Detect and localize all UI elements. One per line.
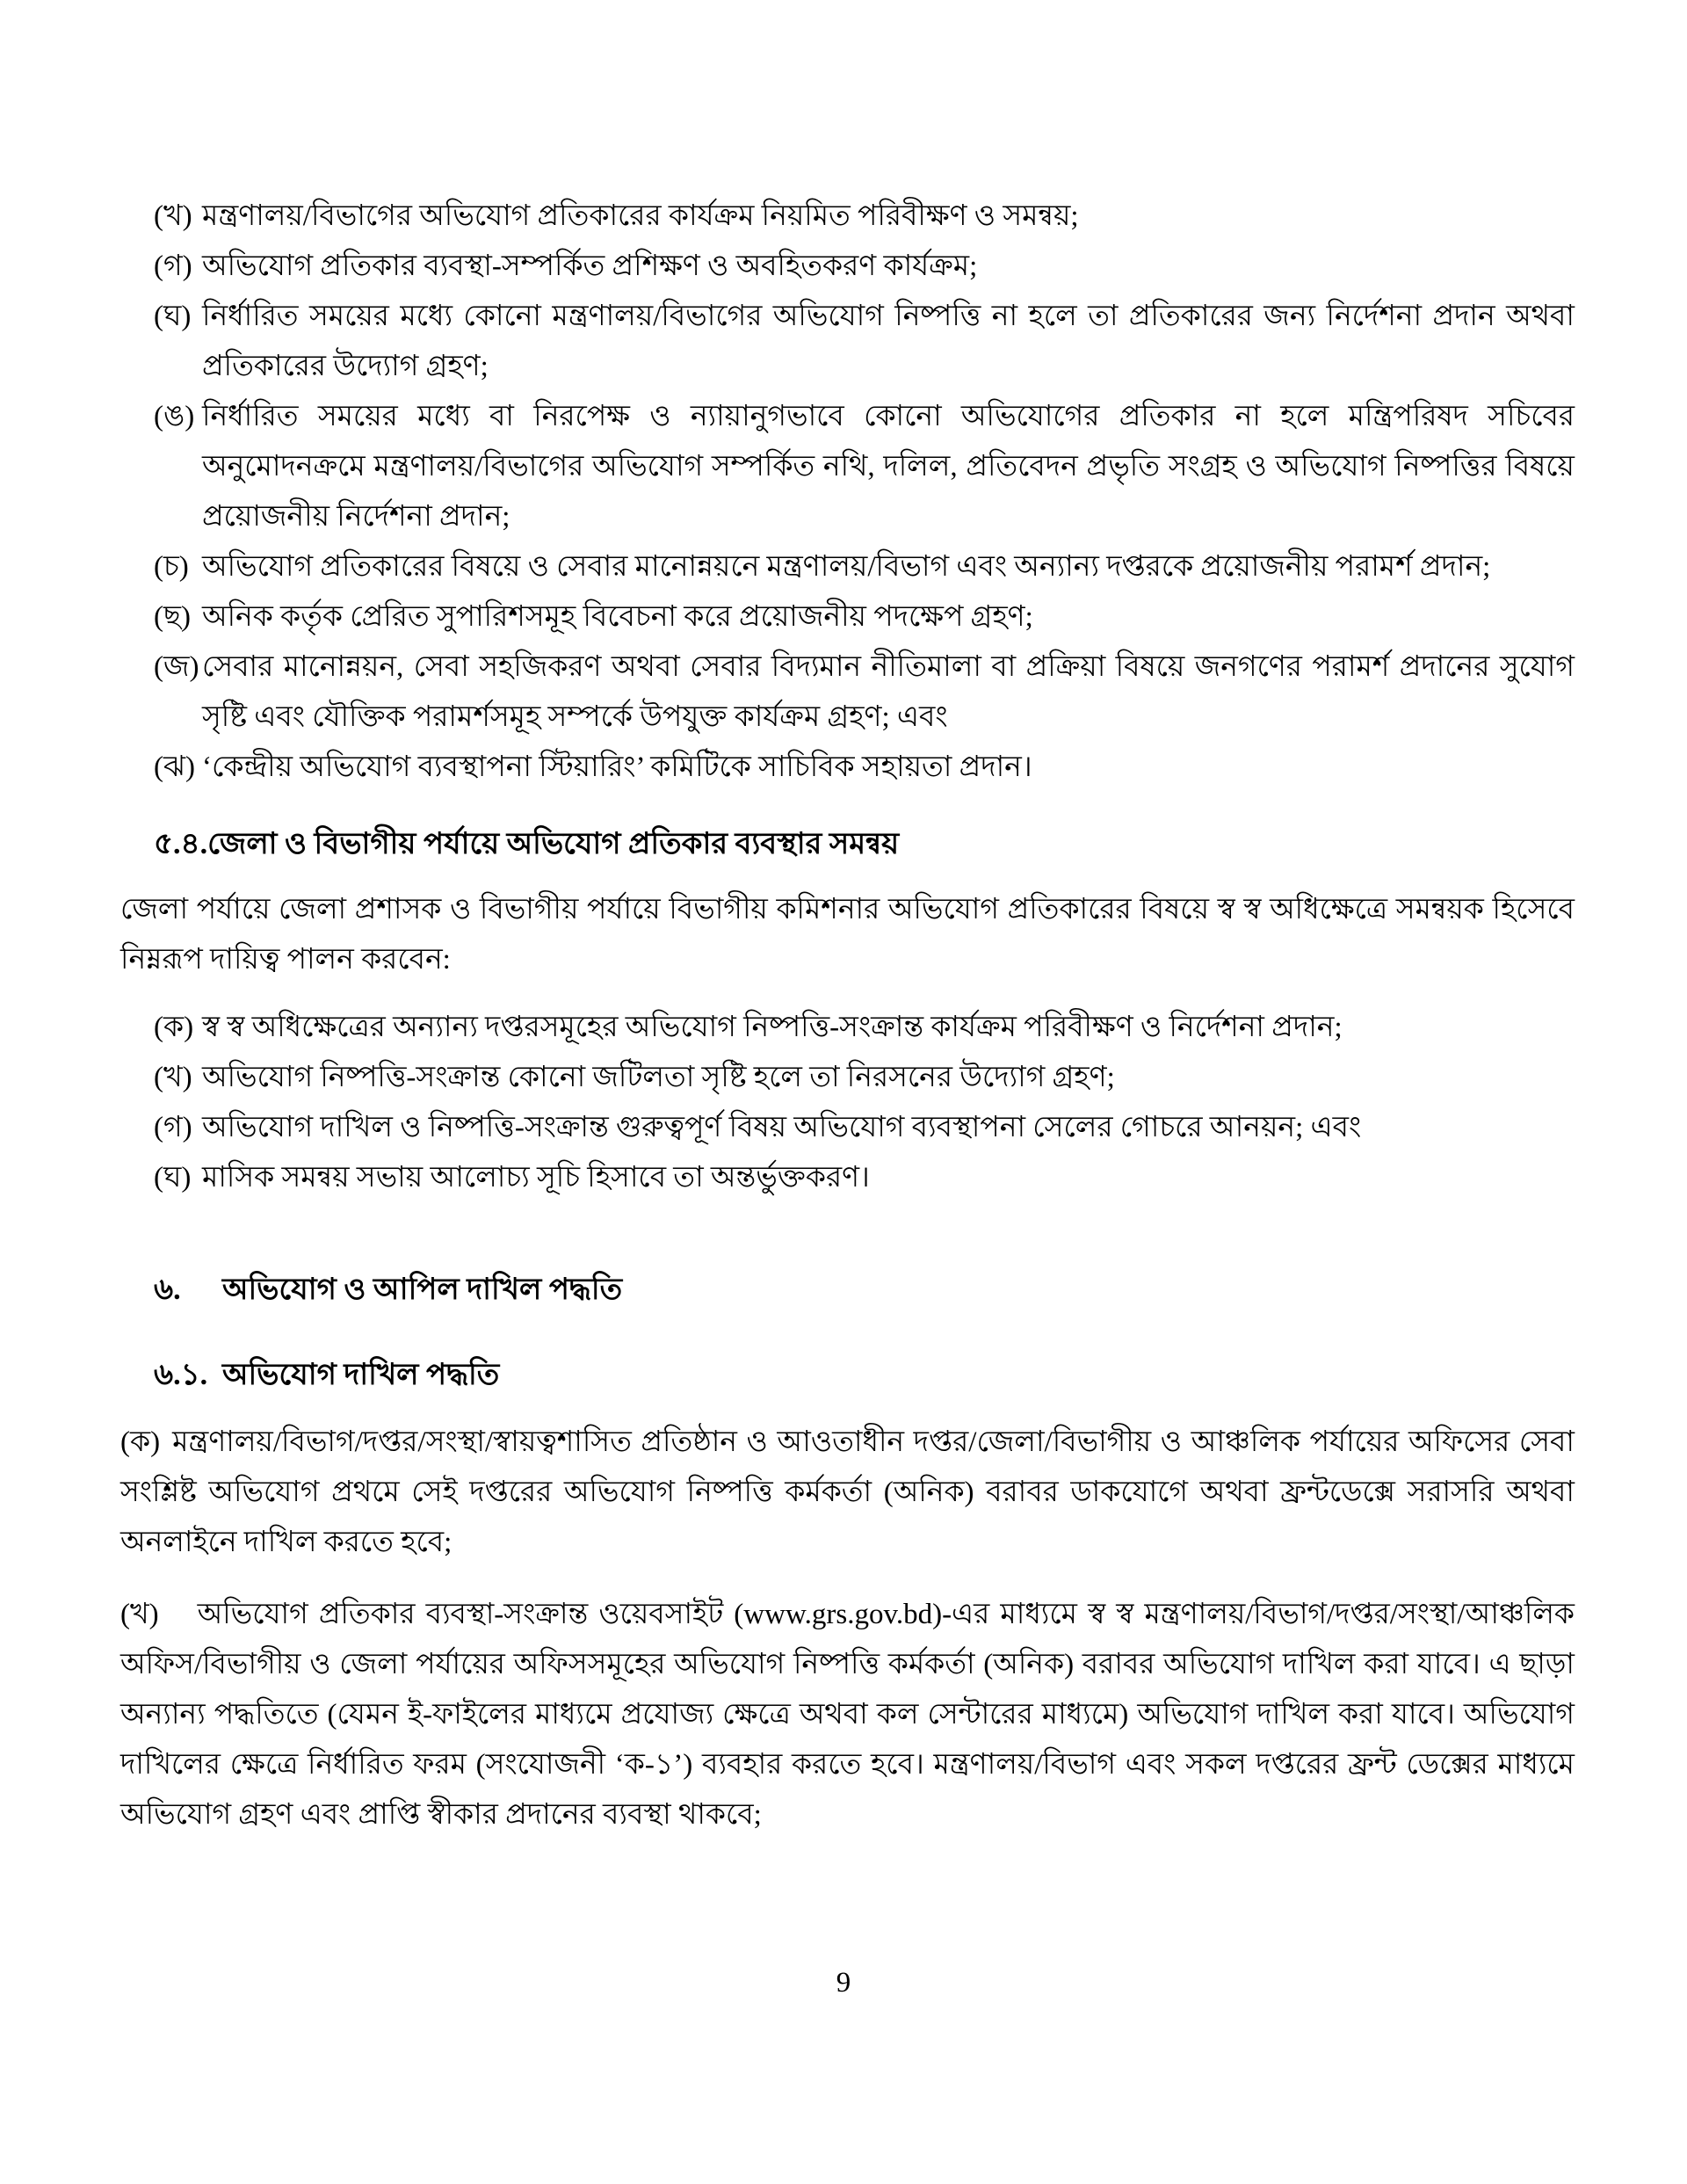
section-5-4-number: ৫.৪. bbox=[154, 828, 208, 860]
list-item-text: নির্ধারিত সময়ের মধ্যে কোনো মন্ত্রণালয়/বিভাগের অভিযোগ নিষ্পত্তি না হলে তা প্রতিকারের জন্য নির্দেশনা প্রদান অথবা প্রতিকারের উদ্যোগ গ্রহণ; bbox=[202, 301, 1575, 382]
list-item-marker: (ঙ) bbox=[154, 401, 195, 432]
list-item-marker: (গ) bbox=[154, 1112, 192, 1143]
section-6-1-number: ৬.১. bbox=[154, 1359, 208, 1391]
paragraph-marker: (খ) bbox=[120, 1599, 159, 1630]
duties-list-continued bbox=[154, 192, 1575, 793]
list-item bbox=[154, 642, 1575, 743]
section-5-4-heading bbox=[154, 819, 1575, 869]
list-item-marker: (জ) bbox=[154, 651, 199, 683]
list-item bbox=[154, 1003, 1575, 1053]
list-item-text: মাসিক সমন্বয় সভায় আলোচ্য সূচি হিসাবে তা অন্তর্ভুক্তকরণ। bbox=[202, 1162, 870, 1194]
paragraph-text: মন্ত্রণালয়/বিভাগ/দপ্তর/সংস্থা/স্বায়ত্বশাসিত প্রতিষ্ঠান ও আওতাধীন দপ্তর/জেলা/বিভাগীয় ও আঞ্চলিক পর্যায়ের অফিসের সেবা সংশ্লিষ্ট অভিযোগ প্রথমে সেই দপ্তরের অভিযোগ নিষ্পত্তি কর্মকর্তা (অনিক) বরাবর ডাকযোগে অথবা ফ্রন্টডেক্সে সরাসরি অথবা অনলাইনে দাখিল করতে হবে; bbox=[120, 1426, 1575, 1558]
list-item bbox=[154, 743, 1575, 793]
section-6-1-paragraph-ka bbox=[120, 1418, 1575, 1568]
section-6-title: অভিযোগ ও আপিল দাখিল পদ্ধতি bbox=[222, 1273, 623, 1306]
list-item-text: সেবার মানোন্নয়ন, সেবা সহজিকরণ অথবা সেবার বিদ্যমান নীতিমালা বা প্রক্রিয়া বিষয়ে জনগণের পরামর্শ প্রদানের সুযোগ সৃষ্টি এবং যৌক্তিক পরামর্শসমূহ সম্পর্কে উপযুক্ত কার্যক্রম গ্রহণ; এবং bbox=[202, 651, 1575, 733]
list-item-text: নির্ধারিত সময়ের মধ্যে বা নিরপেক্ষ ও ন্যায়ানুগভাবে কোনো অভিযোগের প্রতিকার না হলে মন্ত্রিপরিষদ সচিবের অনুমোদনক্রমে মন্ত্রণালয়/বিভাগের অভিযোগ সম্পর্কিত নথি, দলিল, প্রতিবেদন প্রভৃতি সংগ্রহ ও অভিযোগ নিষ্পত্তির বিষয়ে প্রয়োজনীয় নির্দেশনা প্রদান; bbox=[202, 401, 1575, 533]
list-item-marker: (খ) bbox=[154, 200, 192, 232]
list-item-marker: (ঘ) bbox=[154, 301, 192, 332]
list-item-text: ‘কেন্দ্রীয় অভিযোগ ব্যবস্থাপনা স্টিয়ারিং’ কমিটিকে সাচিবিক সহায়তা প্রদান। bbox=[202, 751, 1032, 783]
list-item-marker: (ক) bbox=[154, 1012, 194, 1043]
section-6-1-heading bbox=[154, 1350, 1575, 1400]
paragraph-marker: (ক) bbox=[120, 1426, 161, 1458]
list-item-marker: (ঘ) bbox=[154, 1162, 192, 1194]
list-item-marker: (চ) bbox=[154, 551, 189, 583]
paragraph-text: অভিযোগ প্রতিকার ব্যবস্থা-সংক্রান্ত ওয়েবসাইট (www.grs.gov.bd)-এর মাধ্যমে স্ব স্ব মন্ত্রণালয়/বিভাগ/দপ্তর/সংস্থা/আঞ্চলিক অফিস/বিভাগীয় ও জেলা পর্যায়ের অফিসসমূহের অভিযোগ নিষ্পত্তি কর্মকর্তা (অনিক) বরাবর অভিযোগ দাখিল করা যাবে। এ ছাড়া অন্যান্য পদ্ধতিতে (যেমন ই-ফাইলের মাধ্যমে প্রযোজ্য ক্ষেত্রে অথবা কল সেন্টারের মাধ্যমে) অভিযোগ দাখিল করা যাবে। অভিযোগ দাখিলের ক্ষেত্রে নির্ধারিত ফরম (সংযোজনী ‘ক-১’) ব্যবহার করতে হবে। মন্ত্রণালয়/বিভাগ এবং সকল দপ্তরের ফ্রন্ট ডেক্সের মাধ্যমে অভিযোগ গ্রহণ এবং প্রাপ্তি স্বীকার প্রদানের ব্যবস্থা থাকবে; bbox=[120, 1599, 1575, 1831]
list-item-text: অভিযোগ দাখিল ও নিষ্পত্তি-সংক্রান্ত গুরুত্বপূর্ণ বিষয় অভিযোগ ব্যবস্থাপনা সেলের গোচরে আনয়ন; এবং bbox=[202, 1112, 1362, 1143]
list-item-marker: (ঝ) bbox=[154, 751, 195, 783]
list-item-text: অভিযোগ প্রতিকারের বিষয়ে ও সেবার মানোন্নয়নে মন্ত্রণালয়/বিভাগ এবং অন্যান্য দপ্তরকে প্রয়োজনীয় পরামর্শ প্রদান; bbox=[202, 551, 1491, 583]
section-6-number: ৬. bbox=[154, 1273, 181, 1306]
page-number: 9 bbox=[836, 1967, 851, 1999]
list-item-marker: (গ) bbox=[154, 250, 192, 282]
list-item-text: অভিযোগ নিষ্পত্তি-সংক্রান্ত কোনো জটিলতা সৃষ্টি হলে তা নিরসনের উদ্যোগ গ্রহণ; bbox=[202, 1062, 1115, 1093]
page-content bbox=[120, 192, 1575, 1840]
list-item bbox=[154, 392, 1575, 542]
list-item-marker: (খ) bbox=[154, 1062, 192, 1093]
section-6-1-paragraph-kha bbox=[120, 1590, 1575, 1840]
coordination-duties-list bbox=[154, 1003, 1575, 1203]
section-5-4-title: জেলা ও বিভাগীয় পর্যায়ে অভিযোগ প্রতিকার ব্যবস্থার সমন্বয় bbox=[207, 828, 900, 860]
list-item-text: স্ব স্ব অধিক্ষেত্রের অন্যান্য দপ্তরসমূহের অভিযোগ নিষ্পত্তি-সংক্রান্ত কার্যক্রম পরিবীক্ষণ ও নির্দেশনা প্রদান; bbox=[202, 1012, 1343, 1043]
list-item bbox=[154, 242, 1575, 292]
list-item bbox=[154, 1103, 1575, 1153]
list-item bbox=[154, 292, 1575, 392]
list-item bbox=[154, 1053, 1575, 1103]
list-item bbox=[154, 192, 1575, 242]
list-item-text: মন্ত্রণালয়/বিভাগের অভিযোগ প্রতিকারের কার্যক্রম নিয়মিত পরিবীক্ষণ ও সমন্বয়; bbox=[202, 200, 1079, 232]
section-6-1-title: অভিযোগ দাখিল পদ্ধতি bbox=[222, 1359, 500, 1391]
list-item-text: অভিযোগ প্রতিকার ব্যবস্থা-সম্পর্কিত প্রশিক্ষণ ও অবহিতকরণ কার্যক্রম; bbox=[202, 250, 978, 282]
list-item-marker: (ছ) bbox=[154, 601, 191, 633]
list-item bbox=[154, 592, 1575, 642]
list-item bbox=[154, 1153, 1575, 1203]
page-footer bbox=[0, 1958, 1687, 2008]
section-6-heading bbox=[154, 1265, 1575, 1315]
list-item-text: অনিক কর্তৃক প্রেরিত সুপারিশসমূহ বিবেচনা করে প্রয়োজনীয় পদক্ষেপ গ্রহণ; bbox=[202, 601, 1033, 633]
section-5-4-intro: জেলা পর্যায়ে জেলা প্রশাসক ও বিভাগীয় পর্যায়ে বিভাগীয় কমিশনার অভিযোগ প্রতিকারের বিষয়ে স্ব স্ব অধিক্ষেত্রে সমন্বয়ক হিসেবে নিম্নরূপ দায়িত্ব পালন করবেন: bbox=[120, 894, 1575, 976]
list-item bbox=[154, 542, 1575, 592]
